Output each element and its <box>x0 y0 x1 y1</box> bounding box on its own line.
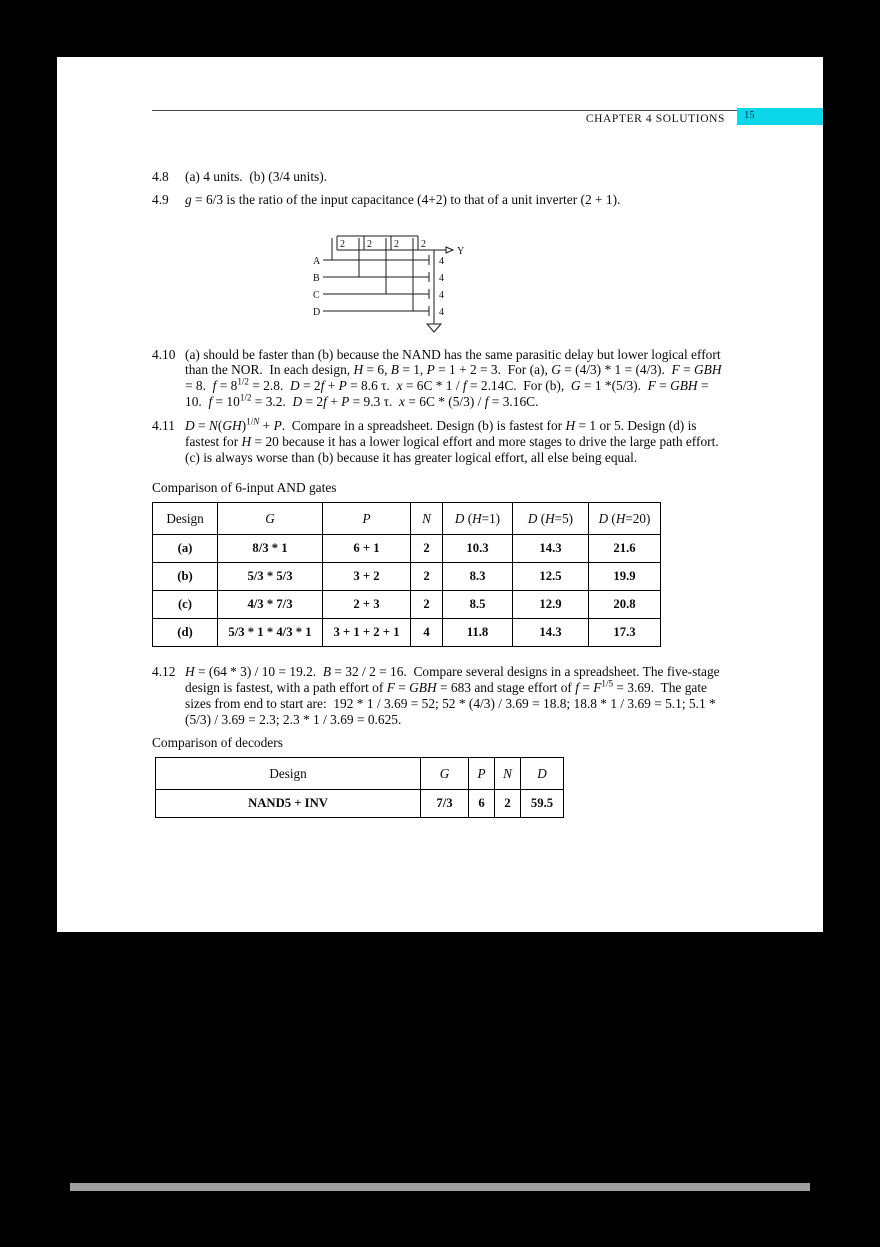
table-cell: 2 + 3 <box>323 591 411 619</box>
pmos-network <box>332 236 464 311</box>
problem-number: 4.11 <box>152 417 175 433</box>
table-cell: 12.9 <box>513 591 589 619</box>
header-cell: D (H=1) <box>443 503 513 535</box>
table-cell: 10.3 <box>443 535 513 563</box>
output-label: Y <box>457 245 465 257</box>
nmos-size-label: 4 <box>439 289 444 301</box>
and-gates-table <box>152 502 661 647</box>
table-header-row <box>156 758 564 790</box>
header-cell: P <box>323 503 411 535</box>
header-cell: N <box>411 503 443 535</box>
ground-symbol <box>427 320 441 332</box>
problem-number: 4.9 <box>152 191 169 207</box>
table-cell: 4/3 * 7/3 <box>218 591 323 619</box>
table-cell: 2 <box>411 591 443 619</box>
problem-4-11 <box>152 418 727 465</box>
table-cell: 6 <box>469 790 495 818</box>
table-cell: (a) <box>153 535 218 563</box>
table-cell: 20.8 <box>589 591 661 619</box>
table-cell: 14.3 <box>513 535 589 563</box>
table-cell: (d) <box>153 619 218 647</box>
problem-number: 4.10 <box>152 346 176 362</box>
nmos-size-label: 4 <box>439 272 444 284</box>
problem-number: 4.12 <box>152 664 176 680</box>
table-cell: 6 + 1 <box>323 535 411 563</box>
table-cell: 2 <box>411 535 443 563</box>
nand4-schematic-svg <box>312 228 482 340</box>
page-number-highlight <box>737 108 823 125</box>
table-cell: 12.5 <box>513 563 589 591</box>
table-cell: 14.3 <box>513 619 589 647</box>
table-cell: 8.3 <box>443 563 513 591</box>
table-cell: 3 + 2 <box>323 563 411 591</box>
nand4-schematic <box>312 228 727 340</box>
header-cell: P <box>469 758 495 790</box>
table-cell: 4 <box>411 619 443 647</box>
input-label: C <box>313 289 320 301</box>
table-cell: 8/3 * 1 <box>218 535 323 563</box>
nmos-size-label: 4 <box>439 306 444 318</box>
header-cell: D <box>521 758 564 790</box>
pmos-size-label: 2 <box>367 238 372 250</box>
header-cell: G <box>421 758 469 790</box>
running-head: CHAPTER 4 SOLUTIONS <box>585 113 725 125</box>
input-lines <box>313 256 429 318</box>
table-cell: 59.5 <box>521 790 564 818</box>
header-cell: Design <box>153 503 218 535</box>
header-cell: D (H=5) <box>513 503 589 535</box>
pmos-size-label: 2 <box>394 238 399 250</box>
table-row <box>153 591 661 619</box>
problem-text: H = (64 * 3) / 10 = 19.2. B = 32 / 2 = 16. Compare several designs in a spreadsheet. The five-stage design is fastest, with a path effort of F = GBH = 683 and stage effort of $f = F^{1/5} = 3.69$. The gate sizes from end to start are: 192 * 1 / 3.69 = 52; 52 * (4/3) / 3.69 = 18.8; 18.8 * 1 / 3.69 = 5.1; 5.1 * (5/3) / 3.69 = 2.3; 2.3 * 1 / 3.69 = 0.625. <box>185 664 720 727</box>
table-row <box>156 790 564 818</box>
document-page <box>57 57 823 932</box>
table-cell: 2 <box>411 563 443 591</box>
problem-4-8 <box>152 169 727 185</box>
problem-text: D = N(GH)$^{1/N}$ + P. Compare in a spreadsheet. Design (b) is fastest for H = 1 or 5. Design (d) is fastest for H = 20 because it has a lower logical effort and more stages to drive the large path effort. (c) is always worse than (b) because it has greater logical effort, all else being equal. <box>185 416 723 465</box>
table-cell: 3 + 1 + 2 + 1 <box>323 619 411 647</box>
problem-text: g = 6/3 is the ratio of the input capacitance (4+2) to that of a unit inverter (2 + 1). <box>185 191 621 207</box>
table-cell: 17.3 <box>589 619 661 647</box>
table-caption-decoders: Comparison of decoders <box>152 735 283 751</box>
table-cell: 5/3 * 5/3 <box>218 563 323 591</box>
problem-text: (a) should be faster than (b) because the NAND has the same parasitic delay but lower logical effort than the NOR. In each design, H = 6, B = 1, P = 1 + 2 = 3. For (a), G = (4/3) * 1 = (4/3). F = GBH = 8. $f = 8^{1/2} = 2.8$. D = 2f + P = 8.6 τ. x = 6C * 1 / f = 2.14C. For (b), G = 1 *(5/3). F = GBH = 10. $f = 10^{1/2} = 3.2$. D = 2f + P = 9.3 τ. x = 6C * (5/3) / f = 3.16C. <box>185 346 722 410</box>
table-cell: (c) <box>153 591 218 619</box>
problem-4-12 <box>152 664 727 727</box>
table-cell: 8.5 <box>443 591 513 619</box>
table-row <box>153 535 661 563</box>
table-cell: 2 <box>495 790 521 818</box>
header-cell: Design <box>156 758 421 790</box>
problem-4-10 <box>152 347 727 410</box>
table-cell: 5/3 * 1 * 4/3 * 1 <box>218 619 323 647</box>
input-label: D <box>313 306 321 318</box>
page-number: 15 <box>744 110 755 121</box>
problem-4-9 <box>152 192 727 208</box>
table-row <box>153 563 661 591</box>
table-row <box>153 619 661 647</box>
header-rule <box>152 110 823 111</box>
header-cell: D (H=20) <box>589 503 661 535</box>
table-cell: (b) <box>153 563 218 591</box>
table-cell: 7/3 <box>421 790 469 818</box>
nmos-stack <box>429 250 444 320</box>
header-cell: G <box>218 503 323 535</box>
table-cell: 19.9 <box>589 563 661 591</box>
page-content <box>152 162 727 818</box>
table-header-row <box>153 503 661 535</box>
pmos-size-label: 2 <box>340 238 345 250</box>
pmos-size-label: 2 <box>421 238 426 250</box>
table-caption-and-gates: Comparison of 6-input AND gates <box>152 480 337 496</box>
problem-text: (a) 4 units. (b) (3/4 units). <box>185 169 328 184</box>
decoders-table <box>155 757 564 818</box>
input-label: A <box>313 255 321 267</box>
table-cell: NAND5 + INV <box>156 790 421 818</box>
header-cell: N <box>495 758 521 790</box>
bottom-strip <box>70 1183 810 1191</box>
table-cell: 11.8 <box>443 619 513 647</box>
problem-number: 4.8 <box>152 169 169 184</box>
output-arrow <box>446 247 453 253</box>
nmos-size-label: 4 <box>439 255 444 267</box>
input-label: B <box>313 272 320 284</box>
table-cell: 21.6 <box>589 535 661 563</box>
